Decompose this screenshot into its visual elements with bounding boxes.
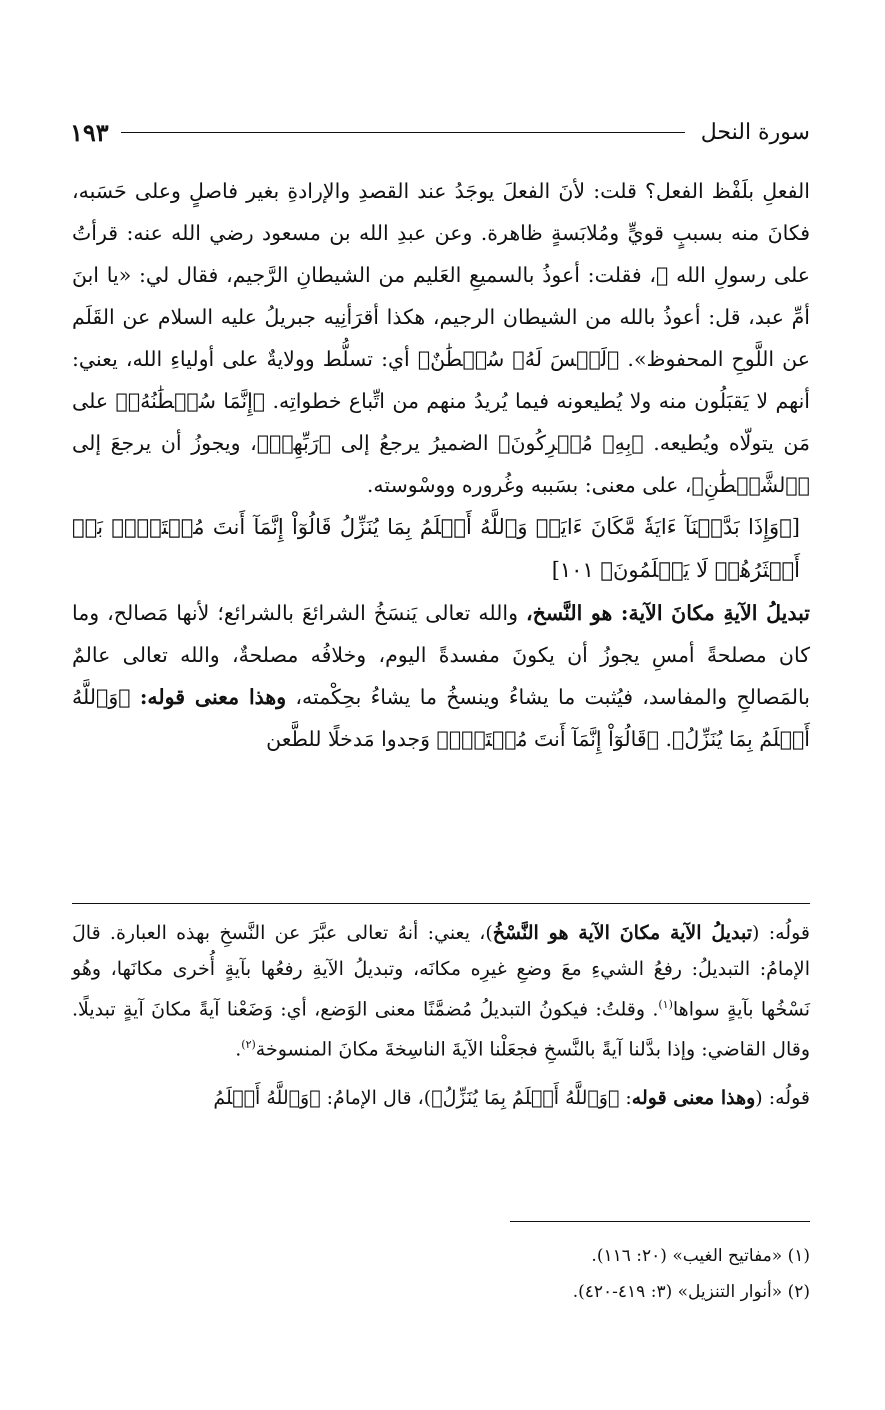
commentary	[72, 915, 810, 1128]
main-paragraph-1: الفعلِ بلَفْظ الفعل؟ قلت: لأنَ الفعلَ يوجَدُ عند القصدِ والإرادةِ بغير فاصلٍ وعلى حَسَبه، فكانَ منه بسببٍ قويٍّ ومُلابَسةٍ ظاهرة. وعن عبدِ الله بن مسعود رضي الله عنه: قرأتُ على رسولِ الله ﷺ، فقلت: أعوذُ بالسميعِ العَليم من الشيطانِ الرَّجيم، فقال لي: «يا ابنَ أمِّ عبد، قل: أعوذُ بالله من الشيطان الرجيم، هكذا أقرَأنِيه جبريلُ عليه السلام عن القَلَم عن اللَّوحِ المحفوظ». ﴿لَيۡسَ لَهُۥ سُلۡطَٰنٌ﴾ أي: تسلُّط وولايةٌ على أولياءِ الله، يعني: أنهم لا يَقبَلُون منه ولا يُطيعونه فيما يُريدُ منهم من اتِّباع خطواتِه. ﴿إِنَّمَا سُلۡطَٰنُهُۥ﴾ على مَن يتولّاه ويُطيعه. ﴿بِهِۦ مُشۡرِكُونَ﴾ الضميرُ يرجعُ إلى ﴿رَبِّهِمۡ﴾، ويجوزُ أن يرجعَ إلى ﴿ٱلشَّيۡطَٰنِ﴾، على معنى: بسَببه وغُروره ووسْوسته.	[72, 179, 810, 497]
para2-end: ﴿وَٱللَّهُ أَعۡلَمُ بِمَا يُنَزِّلُ﴾. ﴿قَالُوٓاْ إِنَّمَآ أَنتَ مُفۡتَرِۭ﴾ وَجدوا مَدخلًا للطَّعن	[72, 685, 810, 751]
quran-verse	[72, 506, 810, 592]
page-header	[70, 112, 810, 152]
main-paragraph-2	[72, 592, 810, 760]
para2-bold-mid: وهذا معنى قوله:	[139, 685, 287, 709]
c1-end: .	[235, 1038, 242, 1061]
c2-lead: قولُه: (	[755, 1086, 810, 1109]
para2-bold-lead: تبديلُ الآيةِ مكانَ الآية: هو النَّسخ،	[526, 601, 810, 625]
c1-bold: تبديلُ الآية مكانَ الآية هو النَّسْخُ	[492, 922, 753, 944]
footnotes	[72, 1238, 810, 1310]
commentary-paragraph-1	[72, 915, 810, 1068]
verse-text: [﴿وَإِذَا بَدَّلۡنَآ ءَايَةٗ مَّكَانَ ءَايَةٖ وَٱللَّهُ أَعۡلَمُ بِمَا يُنَزِّلُ قَالُوٓاْ إِنَّمَآ أَنتَ مُفۡتَرِۭۚ بَلۡ أَكۡثَرُهُمۡ لَا يَعۡلَمُونَ﴾ ١٠١]	[72, 515, 800, 582]
footnote-2: (٢) «أنوار التنزيل» (٣: ٤١٩-٤٢٠).	[572, 1282, 810, 1302]
para2-rest: والله تعالى يَنسَخُ الشرائعَ بالشرائع؛ لأنها مَصالح، وما كان مصلحةً أمسِ يجوزُ أن يكونَ مفسدةً اليوم، وخلافُه مصلحةٌ، والله تعالى عالمٌ بالمَصالحِ والمفاسد، فيُثبت ما يشاءُ وينسخُ ما يشاءُ بحِكْمته،	[72, 601, 810, 709]
header-rule	[121, 132, 685, 133]
footnote-ref-1: (١)	[658, 998, 673, 1011]
c1-rest2: . وقلتُ: فيكونُ التبديلُ مُضمَّنًا معنى الوَضع، أي: وَضَعْنا آيةً مكانَ آيةٍ تبديلًا. وقال القاضي: وإذا بدَّلنا آيةً بالنَّسخِ فجعَلْنا الآيةَ الناسِخةَ مكانَ المنسوخة	[72, 998, 810, 1061]
commentary-divider	[72, 903, 810, 904]
footnote-1: (١) «مفاتيح الغيب» (٢٠: ١١٦).	[591, 1246, 810, 1266]
c1-lead: قولُه: (	[752, 922, 810, 944]
c1-rest: )، يعني: أنهُ تعالى عبَّرَ عن النَّسخِ بهذه العبارة. قالَ الإمامُ: التبديلُ: رفعُ الشيءِ معَ وضعِ غيرِه مكانَه، وتبديلُ الآيةِ رفعُها بآيةٍ أُخرى مكانَها، وهُو نَسْخُها بآيةٍ سواها	[72, 922, 810, 1021]
main-text	[72, 170, 810, 760]
page-number: ١٩٣	[70, 117, 109, 147]
footnote-divider	[510, 1221, 810, 1222]
sura-title: سورة النحل	[700, 119, 810, 145]
c2-bold: وهذا معنى قوله	[631, 1086, 756, 1109]
commentary-paragraph-2	[72, 1080, 810, 1116]
footnote-ref-2: (٢)	[241, 1038, 256, 1052]
c2-rest: : ﴿وَٱللَّهُ أَعۡلَمُ بِمَا يُنَزِّلُ﴾)، قال الإمامُ: ﴿وَٱللَّهُ أَعۡلَمُ	[213, 1086, 632, 1109]
